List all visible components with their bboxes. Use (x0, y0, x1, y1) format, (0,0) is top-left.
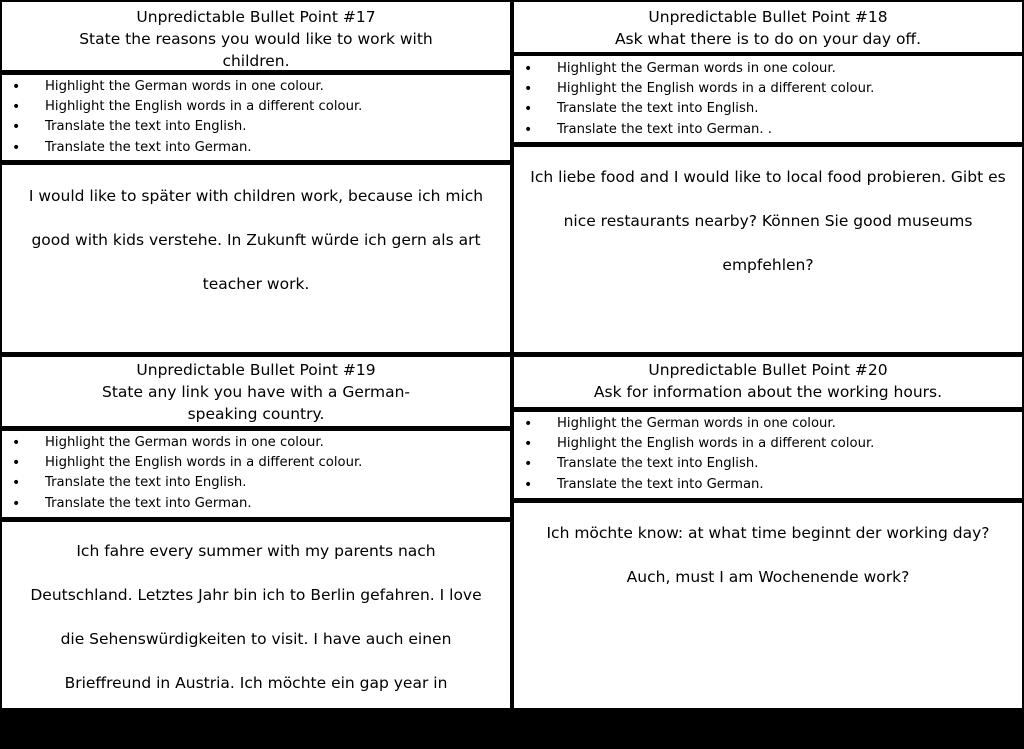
card-19-text-box (2, 522, 510, 736)
card-18-prompt: Ask what there is to do on your day off. (614, 30, 922, 48)
card-19-instructions (2, 431, 510, 517)
card-20-text: Ich möchte know: at what time beginnt der working day? Auch, must I am Wochenende work? (546, 524, 990, 586)
card-19-text: Ich fahre every summer with my parents nach Deutschland. Letztes Jahr bin ich to Berlin gefahren. I love die Sehenswürdigkeiten to visit. I have auch einen Brieffreund in Austria. Ich möchte ein gap year in Switzerland take. (30, 542, 482, 736)
card-17-bullet: • Translate the text into German. (2, 138, 510, 158)
card-17-bullet: • Highlight the English words in a different colour. (2, 97, 510, 117)
card-19-title-box (2, 357, 510, 426)
card-18-bullet: • Translate the text into German. . (514, 120, 1022, 140)
card-20-bullet: • Highlight the German words in one colour. (514, 414, 1022, 434)
card-20-title-box (514, 357, 1022, 407)
card-20-instructions (514, 412, 1022, 498)
card-18-heading: Unpredictable Bullet Point #18 (648, 8, 888, 26)
card-19-bullet: • Highlight the German words in one colour. (2, 433, 510, 453)
card-17-instructions (2, 75, 510, 160)
card-20-bullet: • Translate the text into English. (514, 454, 1022, 474)
card-18-bullet: • Highlight the German words in one colour. (514, 59, 1022, 79)
card-20-text-box (514, 503, 1022, 708)
card-18-bullet: • Translate the text into English. (514, 99, 1022, 119)
card-19-bullet: • Translate the text into German. (2, 494, 510, 514)
card-17-title-box (2, 2, 510, 70)
card-20-prompt: Ask for information about the working hours. (593, 383, 943, 401)
card-18-title-box (514, 2, 1022, 52)
card-18-text: Ich liebe food and I would like to local food probieren. Gibt es nice restaurants nearby? Können Sie good museums empfehlen? (530, 168, 1006, 274)
card-19-bullet: • Highlight the English words in a different colour. (2, 453, 510, 473)
card-17-text-box (2, 165, 510, 352)
card-20-bullet: • Highlight the English words in a different colour. (514, 434, 1022, 454)
card-17-bullet: • Translate the text into English. (2, 117, 510, 137)
card-19-prompt: State any link you have with a German-speaking country. (102, 383, 410, 423)
card-18-instructions (514, 56, 1022, 142)
card-17-heading: Unpredictable Bullet Point #17 (136, 8, 376, 26)
card-18-bullet: • Highlight the English words in a different colour. (514, 79, 1022, 99)
card-20-heading: Unpredictable Bullet Point #20 (648, 361, 888, 379)
card-17-text: I would like to später with children work, because ich mich good with kids verstehe. In Zukunft würde ich gern als art teacher work. (28, 187, 484, 293)
card-19-heading: Unpredictable Bullet Point #19 (136, 361, 376, 379)
card-17-bullet: • Highlight the German words in one colour. (2, 77, 510, 97)
card-19-bullet: • Translate the text into English. (2, 473, 510, 493)
card-18-text-box (514, 147, 1022, 352)
card-17-prompt: State the reasons you would like to work with children. (79, 30, 433, 70)
card-20-bullet: • Translate the text into German. (514, 475, 1022, 495)
